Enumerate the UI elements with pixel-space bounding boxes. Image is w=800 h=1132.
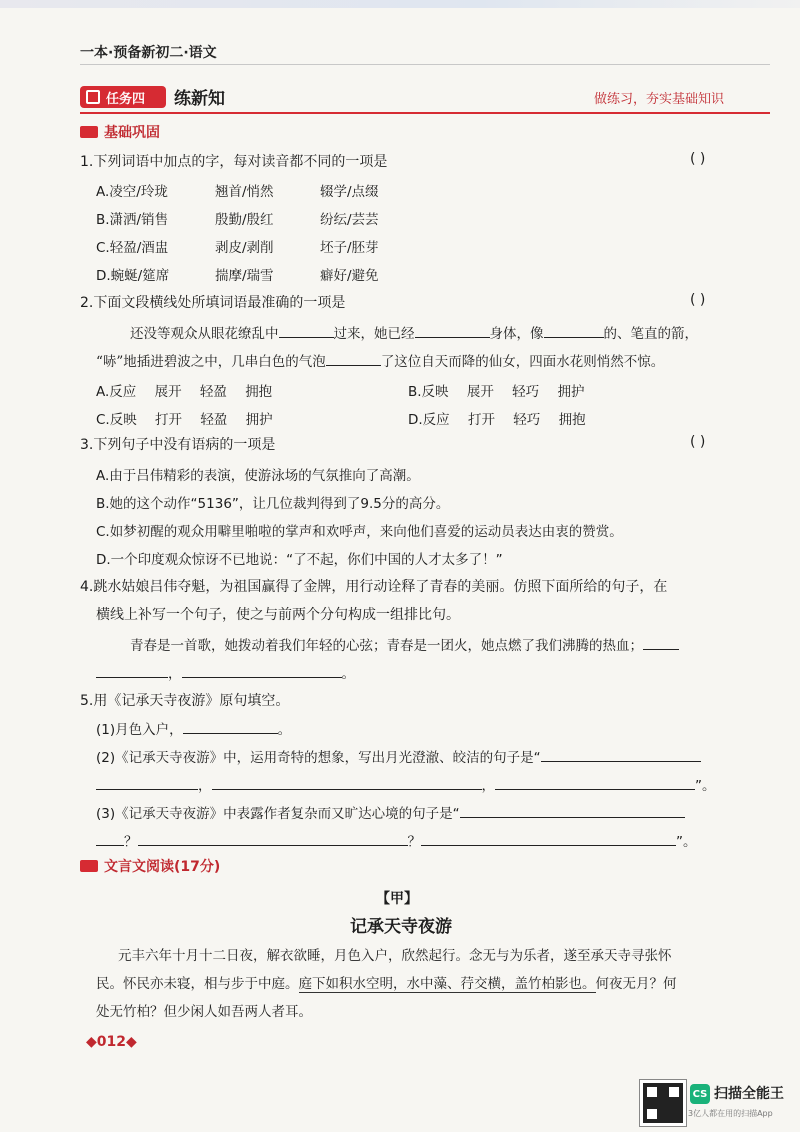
q1-option-b1: B.潇洒/销售 bbox=[96, 212, 169, 228]
q2-opt-c-2: 打开 bbox=[155, 412, 183, 428]
q2-text-1: 还没等观众从眼花缭乱中 bbox=[130, 326, 279, 342]
q5-close-2: ”。 bbox=[676, 834, 697, 850]
q4-period: 。 bbox=[341, 666, 355, 682]
q5-item3 bbox=[96, 802, 685, 822]
q2-opt-d-3: 轻巧 bbox=[513, 412, 541, 428]
q5-item2-cont bbox=[96, 774, 716, 794]
book-icon bbox=[86, 90, 100, 104]
q5-blank-7[interactable] bbox=[96, 831, 124, 846]
q2-blank-3[interactable] bbox=[544, 323, 604, 338]
q2-opt-d-1: D.反应 bbox=[408, 412, 450, 428]
q4-stem-line1: 4.跳水姑娘吕伟夺魁，为祖国赢得了金牌，用行动诠释了青春的美丽。仿照下面所给的句子，在 bbox=[80, 579, 668, 595]
task-label: 任务四 bbox=[106, 91, 146, 107]
q5-blank-8[interactable] bbox=[138, 831, 408, 846]
section-basic-label: 基础巩固 bbox=[104, 125, 160, 141]
passage-line1: 元丰六年十月十二日夜，解衣欲睡，月色入户，欣然起行。念无与为乐者，遂至承天寺寻张怀 bbox=[118, 948, 672, 964]
q2-opt-b-4: 拥护 bbox=[557, 384, 585, 400]
q2-text-2: 过来，她已经 bbox=[333, 326, 415, 342]
passage-title: 记承天寺夜游 bbox=[350, 917, 452, 937]
q2-option-b bbox=[408, 380, 584, 400]
section-marker-icon bbox=[80, 126, 98, 138]
q3-stem: 3.下列句子中没有语病的一项是 bbox=[80, 437, 276, 453]
q2-opt-b-1: B.反映 bbox=[408, 384, 449, 400]
passage-line3: 处无竹柏？但少闲人如吾两人者耳。 bbox=[96, 1004, 312, 1020]
q2-opt-a-3: 轻盈 bbox=[199, 384, 227, 400]
q1-option-b2: 殷勤/殷红 bbox=[215, 212, 274, 228]
passage-line2-a: 民。怀民亦未寝，相与步于中庭。 bbox=[96, 976, 299, 992]
q2-passage-line2 bbox=[96, 350, 664, 370]
q1-answer-paren[interactable]: ( ) bbox=[690, 151, 706, 167]
q5-stem: 5.用《记承天寺夜游》原句填空。 bbox=[80, 693, 290, 709]
q4-comma: ， bbox=[168, 666, 182, 682]
slogan: 做练习，夯实基础知识 bbox=[594, 92, 725, 107]
q5-qmark-1: ？ bbox=[124, 834, 138, 850]
q2-opt-b-2: 展开 bbox=[466, 384, 494, 400]
scanner-brand-sub: 3亿人都在用的扫描App bbox=[688, 1109, 773, 1118]
task-rule bbox=[80, 112, 770, 114]
q5-blank-1[interactable] bbox=[183, 719, 278, 734]
q5-comma-2: ， bbox=[481, 778, 495, 794]
q4-blank-2[interactable] bbox=[96, 663, 168, 678]
q5-item2 bbox=[96, 746, 701, 766]
scanner-brand: 扫描全能王 bbox=[714, 1086, 784, 1102]
passage-underlined: 庭下如积水空明，水中藻、荇交横，盖竹柏影也。 bbox=[298, 976, 596, 992]
q5-item3-cont bbox=[96, 830, 697, 850]
q1-option-d1: D.蜿蜒/筵席 bbox=[96, 268, 170, 284]
q5-item1 bbox=[96, 718, 291, 738]
q3-option-d: D.一个印度观众惊讶不已地说：“了不起，你们中国的人才太多了！” bbox=[96, 552, 503, 568]
q1-option-c2: 剥皮/剥削 bbox=[215, 240, 274, 256]
q1-option-a3: 辍学/点缀 bbox=[320, 184, 379, 200]
q3-answer-paren[interactable]: ( ) bbox=[690, 434, 706, 450]
q2-passage-line1 bbox=[130, 322, 698, 342]
section-classical-label: 文言文阅读(17分) bbox=[104, 859, 221, 875]
q5-close-1: ”。 bbox=[695, 778, 716, 794]
q2-blank-2[interactable] bbox=[415, 323, 490, 338]
section-marker-icon bbox=[80, 860, 98, 872]
section-basic bbox=[80, 122, 160, 142]
q4-blank-3[interactable] bbox=[182, 663, 342, 678]
header-rule bbox=[80, 64, 770, 65]
qr-code-icon bbox=[640, 1080, 686, 1126]
q2-stem: 2.下面文段横线处所填词语最准确的一项是 bbox=[80, 295, 346, 311]
section-classical bbox=[80, 856, 220, 876]
q4-blank-1[interactable] bbox=[643, 635, 679, 650]
q4-example bbox=[130, 634, 679, 654]
q5-blank-2[interactable] bbox=[541, 747, 701, 762]
q1-option-c3: 坯子/胚芽 bbox=[320, 240, 379, 256]
q2-text-3: 身体，像 bbox=[489, 326, 544, 342]
q4-stem-line2: 横线上补写一个句子，使之与前两个分句构成一组排比句。 bbox=[96, 607, 460, 623]
q2-blank-4[interactable] bbox=[326, 351, 381, 366]
book-header: 一本·预备新初二·语文 bbox=[80, 45, 217, 61]
page-number: ◆012◆ bbox=[86, 1034, 137, 1050]
q1-option-d2: 揣摩/瑞雪 bbox=[215, 268, 274, 284]
q1-option-c1: C.轻盈/酒盅 bbox=[96, 240, 169, 256]
q1-stem: 1.下列词语中加点的字，每对读音都不同的一项是 bbox=[80, 154, 388, 170]
q3-option-b: B.她的这个动作“5136”，让几位裁判得到了9.5分的高分。 bbox=[96, 496, 450, 512]
q1-option-a1: A.凌空/玲珑 bbox=[96, 184, 168, 200]
q2-answer-paren[interactable]: ( ) bbox=[690, 292, 706, 308]
q4-answer-line bbox=[96, 662, 355, 682]
q1-option-d3: 癖好/避免 bbox=[320, 268, 379, 284]
q2-opt-d-4: 拥抱 bbox=[558, 412, 586, 428]
q2-option-d bbox=[408, 408, 586, 428]
q2-opt-c-4: 拥护 bbox=[245, 412, 273, 428]
q2-opt-a-2: 展开 bbox=[154, 384, 182, 400]
q2-opt-a-4: 拥抱 bbox=[245, 384, 273, 400]
scanner-logo-icon: CS bbox=[690, 1084, 710, 1104]
q5-blank-9[interactable] bbox=[421, 831, 676, 846]
q5-item1-text: (1)月色入户， bbox=[96, 722, 183, 738]
q2-text-4: 的、笔直的箭， bbox=[603, 326, 698, 342]
q4-example-text: 青春是一首歌，她拨动着我们年轻的心弦；青春是一团火，她点燃了我们沸腾的热血； bbox=[130, 638, 643, 654]
q5-blank-3[interactable] bbox=[96, 775, 198, 790]
q2-opt-c-1: C.反映 bbox=[96, 412, 137, 428]
top-band bbox=[0, 0, 800, 8]
q2-opt-d-2: 打开 bbox=[467, 412, 495, 428]
q3-option-a: A.由于吕伟精彩的表演，使游泳场的气氛推向了高潮。 bbox=[96, 468, 420, 484]
q5-item3-text: (3)《记承天寺夜游》中表露作者复杂而又旷达心境的句子是“ bbox=[96, 806, 460, 822]
task-badge bbox=[80, 86, 166, 108]
page-number-text: 012 bbox=[96, 1034, 127, 1050]
q1-option-a2: 翘首/悄然 bbox=[215, 184, 274, 200]
passage-line2-c: 何夜无月？何 bbox=[595, 976, 677, 992]
q5-blank-5[interactable] bbox=[495, 775, 695, 790]
q2-text-6: 了这位自天而降的仙女，四面水花则悄然不惊。 bbox=[380, 354, 665, 370]
task-title: 练新知 bbox=[174, 89, 225, 109]
q2-blank-1[interactable] bbox=[279, 323, 334, 338]
q5-blank-6[interactable] bbox=[460, 803, 685, 818]
q5-blank-4[interactable] bbox=[212, 775, 482, 790]
q1-option-b3: 纷纭/芸芸 bbox=[320, 212, 379, 228]
q5-item2-text: (2)《记承天寺夜游》中，运用奇特的想象，写出月光澄澈、皎洁的句子是“ bbox=[96, 750, 541, 766]
q5-period-1: 。 bbox=[277, 722, 292, 738]
q2-option-c bbox=[96, 408, 273, 428]
q5-qmark-2: ？ bbox=[407, 834, 421, 850]
passage-tag: 【甲】 bbox=[376, 891, 418, 907]
passage-line2 bbox=[96, 972, 677, 992]
q2-option-a bbox=[96, 380, 272, 400]
q2-opt-c-3: 轻盈 bbox=[200, 412, 228, 428]
q3-option-c: C.如梦初醒的观众用噼里啪啦的掌声和欢呼声，来向他们喜爱的运动员表达由衷的赞赏。 bbox=[96, 524, 623, 540]
q5-comma-1: ， bbox=[198, 778, 212, 794]
q2-opt-b-3: 轻巧 bbox=[512, 384, 540, 400]
q2-opt-a-1: A.反应 bbox=[96, 384, 137, 400]
q2-text-5: “哧”地插进碧波之中，几串白色的气泡 bbox=[96, 354, 326, 370]
